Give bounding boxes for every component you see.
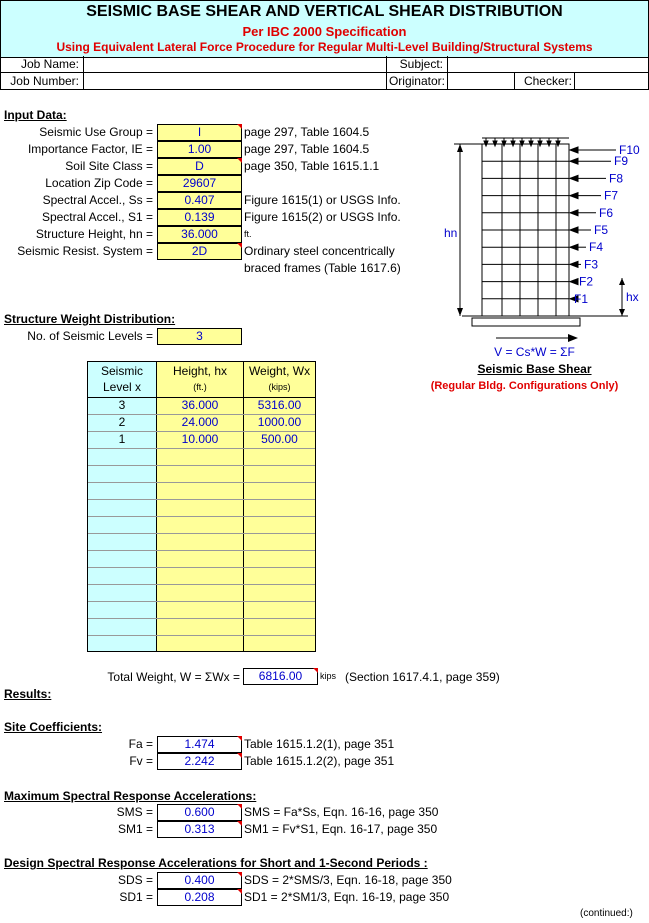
- input-value-field[interactable]: 0.139: [157, 209, 242, 226]
- subject-label: Subject:: [399, 57, 443, 71]
- job-number-label: Job Number:: [10, 74, 79, 88]
- table-cell[interactable]: 36.000: [181, 398, 219, 412]
- table-cell: 2: [118, 415, 126, 429]
- hn-label: hn: [444, 226, 458, 240]
- input-value-field[interactable]: 2D: [157, 243, 242, 260]
- checker-field[interactable]: [575, 73, 647, 89]
- arrow-left-icon: [570, 158, 578, 164]
- input-label: Seismic Use Group =: [39, 125, 153, 139]
- table-cell[interactable]: 500.00: [261, 432, 298, 446]
- weight-header-1: Weight, Wx: [248, 364, 311, 378]
- force-label: F7: [604, 188, 619, 203]
- input-label: Structure Height, hn =: [35, 227, 153, 241]
- input-reference-note: page 297, Table 1604.5: [244, 125, 370, 139]
- force-label: F9: [614, 154, 629, 169]
- result-reference-note: SM1 = Fv*S1, Eqn. 16-17, page 350: [244, 822, 438, 836]
- result-label: SM1 =: [117, 822, 153, 836]
- result-value: 0.400: [157, 872, 242, 889]
- originator-field[interactable]: [448, 73, 515, 89]
- arrow-down-icon: [529, 141, 533, 146]
- arrow-left-icon: [570, 175, 578, 181]
- force-label: F5: [594, 223, 609, 237]
- subject-field[interactable]: [448, 56, 647, 72]
- arrow-up-icon: [619, 278, 625, 285]
- comment-flag-icon: [237, 124, 242, 129]
- force-label: F4: [589, 240, 604, 255]
- table-gridline: [88, 635, 315, 636]
- arrow-down-icon: [457, 308, 463, 316]
- force-label: F1: [574, 291, 589, 306]
- table-gridline: [88, 567, 315, 568]
- force-label: F8: [609, 171, 624, 186]
- arrow-down-icon: [511, 141, 515, 146]
- comment-flag-icon: [237, 872, 242, 877]
- table-gridline: [88, 601, 315, 602]
- arrow-up-icon: [457, 144, 463, 152]
- job-row-2: [0, 73, 649, 90]
- table-gridline: [88, 448, 315, 449]
- table-cell[interactable]: 24.000: [181, 415, 219, 429]
- table-gridline: [88, 550, 315, 551]
- input-value-field[interactable]: 36.000: [157, 226, 242, 243]
- arrow-down-icon: [556, 141, 560, 146]
- force-label: F6: [599, 205, 614, 220]
- table-gridline: [88, 482, 315, 483]
- input-label: Seismic Resist. System =: [17, 244, 153, 258]
- force-label: F10: [619, 143, 640, 157]
- comment-flag-icon: [237, 158, 242, 163]
- job-name-field[interactable]: [84, 56, 387, 72]
- arrow-left-icon: [570, 279, 578, 285]
- input-value-field[interactable]: D: [157, 158, 242, 175]
- comment-flag-icon: [237, 243, 242, 248]
- result-label: SD1 =: [119, 890, 153, 904]
- result-reference-note: SD1 = 2*SM1/3, Eqn. 16-19, page 350: [244, 890, 450, 904]
- table-gridline: [88, 618, 315, 619]
- input-label: Location Zip Code =: [45, 176, 153, 190]
- site-coefficients-heading: Site Coefficients:: [4, 720, 103, 734]
- originator-label: Originator:: [388, 74, 445, 88]
- total-weight-label: Total Weight, W = ΣWx =: [107, 670, 240, 684]
- comment-flag-icon: [237, 889, 242, 894]
- input-data-heading: Input Data:: [4, 108, 67, 122]
- total-weight-note: (Section 1617.4.1, page 359): [345, 670, 500, 684]
- job-number-field[interactable]: [84, 73, 387, 89]
- arrow-down-icon: [520, 141, 524, 146]
- result-value: 0.208: [157, 889, 242, 906]
- table-cell[interactable]: 1000.00: [257, 415, 302, 429]
- arrow-left-icon: [570, 193, 578, 199]
- header-banner: [0, 0, 649, 58]
- checker-label: Checker:: [523, 74, 572, 88]
- arrow-down-icon: [538, 141, 542, 146]
- result-value: 0.600: [157, 804, 242, 821]
- result-label: SDS =: [117, 873, 153, 887]
- hx-label: hx: [626, 290, 639, 304]
- job-row-1: [0, 56, 649, 73]
- page-title: SEISMIC BASE SHEAR AND VERTICAL SHEAR DISTRIBUTION: [86, 3, 563, 20]
- arrow-left-icon: [570, 244, 578, 250]
- page-subtitle-2: Using Equivalent Lateral Force Procedure for Regular Multi-Level Building/Structural Systems: [56, 40, 593, 54]
- arrow-left-icon: [570, 210, 578, 216]
- arrow-left-icon: [570, 261, 578, 267]
- height-header-2: (ft.): [193, 382, 207, 392]
- input-value-field[interactable]: 1.00: [157, 141, 242, 158]
- result-label: Fa =: [128, 737, 153, 751]
- level-header-2: Level x: [102, 380, 142, 394]
- input-value-field[interactable]: I: [157, 124, 242, 141]
- total-weight-value: 6816.00: [243, 668, 318, 685]
- base-shear-equation: V = Cs*W = ΣF: [494, 345, 575, 359]
- result-label: Fv =: [129, 754, 153, 768]
- input-reference-note: Ordinary steel concentrically: [244, 244, 395, 258]
- diagram-caption-note: (Regular Bldg. Configurations Only): [430, 380, 619, 392]
- input-label: Soil Site Class =: [65, 159, 153, 173]
- comment-flag-icon: [237, 804, 242, 809]
- table-gridline: [88, 584, 315, 585]
- table-gridline: [88, 465, 315, 466]
- results-heading: Results:: [4, 687, 52, 701]
- table-gridline: [88, 499, 315, 500]
- table-cell[interactable]: 5316.00: [257, 398, 302, 412]
- input-label: Importance Factor, IE =: [27, 142, 153, 156]
- input-reference-note: Figure 1615(1) or USGS Info.: [244, 193, 401, 207]
- building-base: [472, 318, 580, 326]
- diagram-caption: Seismic Base Shear: [477, 362, 592, 376]
- system-note-2: braced frames (Table 1617.6): [244, 261, 401, 275]
- comment-flag-icon: [313, 668, 318, 673]
- table-cell: 3: [118, 398, 126, 412]
- weight-header-2: (kips): [268, 382, 291, 392]
- arrow-down-icon: [502, 141, 506, 146]
- result-value: 0.313: [157, 821, 242, 838]
- result-reference-note: SDS = 2*SMS/3, Eqn. 16-18, page 350: [244, 873, 452, 887]
- job-name-label: Job Name:: [20, 57, 79, 71]
- input-value-field[interactable]: 29607: [157, 175, 242, 192]
- levels-input[interactable]: 3: [157, 328, 242, 345]
- arrow-down-icon: [493, 141, 497, 146]
- input-reference-note: Figure 1615(2) or USGS Info.: [244, 210, 401, 224]
- levels-label: No. of Seismic Levels =: [27, 329, 153, 343]
- total-weight-unit: kips: [320, 671, 337, 681]
- result-reference-note: SMS = Fa*Ss, Eqn. 16-16, page 350: [244, 805, 439, 819]
- arrow-left-icon: [570, 227, 578, 233]
- weight-table: [87, 361, 316, 652]
- design-accel-heading: Design Spectral Response Accelerations for Short and 1-Second Periods :: [4, 856, 428, 870]
- table-cell: 1: [118, 432, 126, 446]
- input-reference-note: ft.: [244, 229, 252, 239]
- result-reference-note: Table 1615.1.2(1), page 351: [244, 737, 395, 751]
- page-subtitle: Per IBC 2000 Specification: [242, 24, 407, 39]
- table-gridline: [88, 516, 315, 517]
- input-value-field[interactable]: 0.407: [157, 192, 242, 209]
- weight-distribution-heading: Structure Weight Distribution:: [4, 312, 176, 326]
- input-label: Spectral Accel., S1 =: [41, 210, 153, 224]
- arrow-down-icon: [484, 141, 488, 146]
- input-reference-note: page 350, Table 1615.1.1: [244, 159, 380, 173]
- height-header-1: Height, hx: [172, 364, 228, 378]
- input-label: Spectral Accel., Ss =: [42, 193, 153, 207]
- result-value: 2.242: [157, 753, 242, 770]
- result-value: 1.474: [157, 736, 242, 753]
- result-reference-note: Table 1615.1.2(2), page 351: [244, 754, 395, 768]
- arrow-down-icon: [547, 141, 551, 146]
- table-gridline: [88, 533, 315, 534]
- continued-note: (continued:): [580, 908, 633, 919]
- comment-flag-icon: [237, 736, 242, 741]
- level-header-1: Seismic: [100, 364, 143, 378]
- comment-flag-icon: [237, 821, 242, 826]
- force-label: F2: [579, 274, 594, 289]
- arrow-left-icon: [570, 147, 578, 153]
- input-reference-note: page 297, Table 1604.5: [244, 142, 370, 156]
- result-label: SMS =: [116, 805, 153, 819]
- table-cell[interactable]: 10.000: [181, 432, 219, 446]
- force-label: F3: [584, 257, 599, 272]
- comment-flag-icon: [237, 753, 242, 758]
- max-accel-heading: Maximum Spectral Response Accelerations:: [4, 789, 257, 803]
- arrow-down-icon: [619, 309, 625, 316]
- arrow-right-icon: [568, 334, 578, 342]
